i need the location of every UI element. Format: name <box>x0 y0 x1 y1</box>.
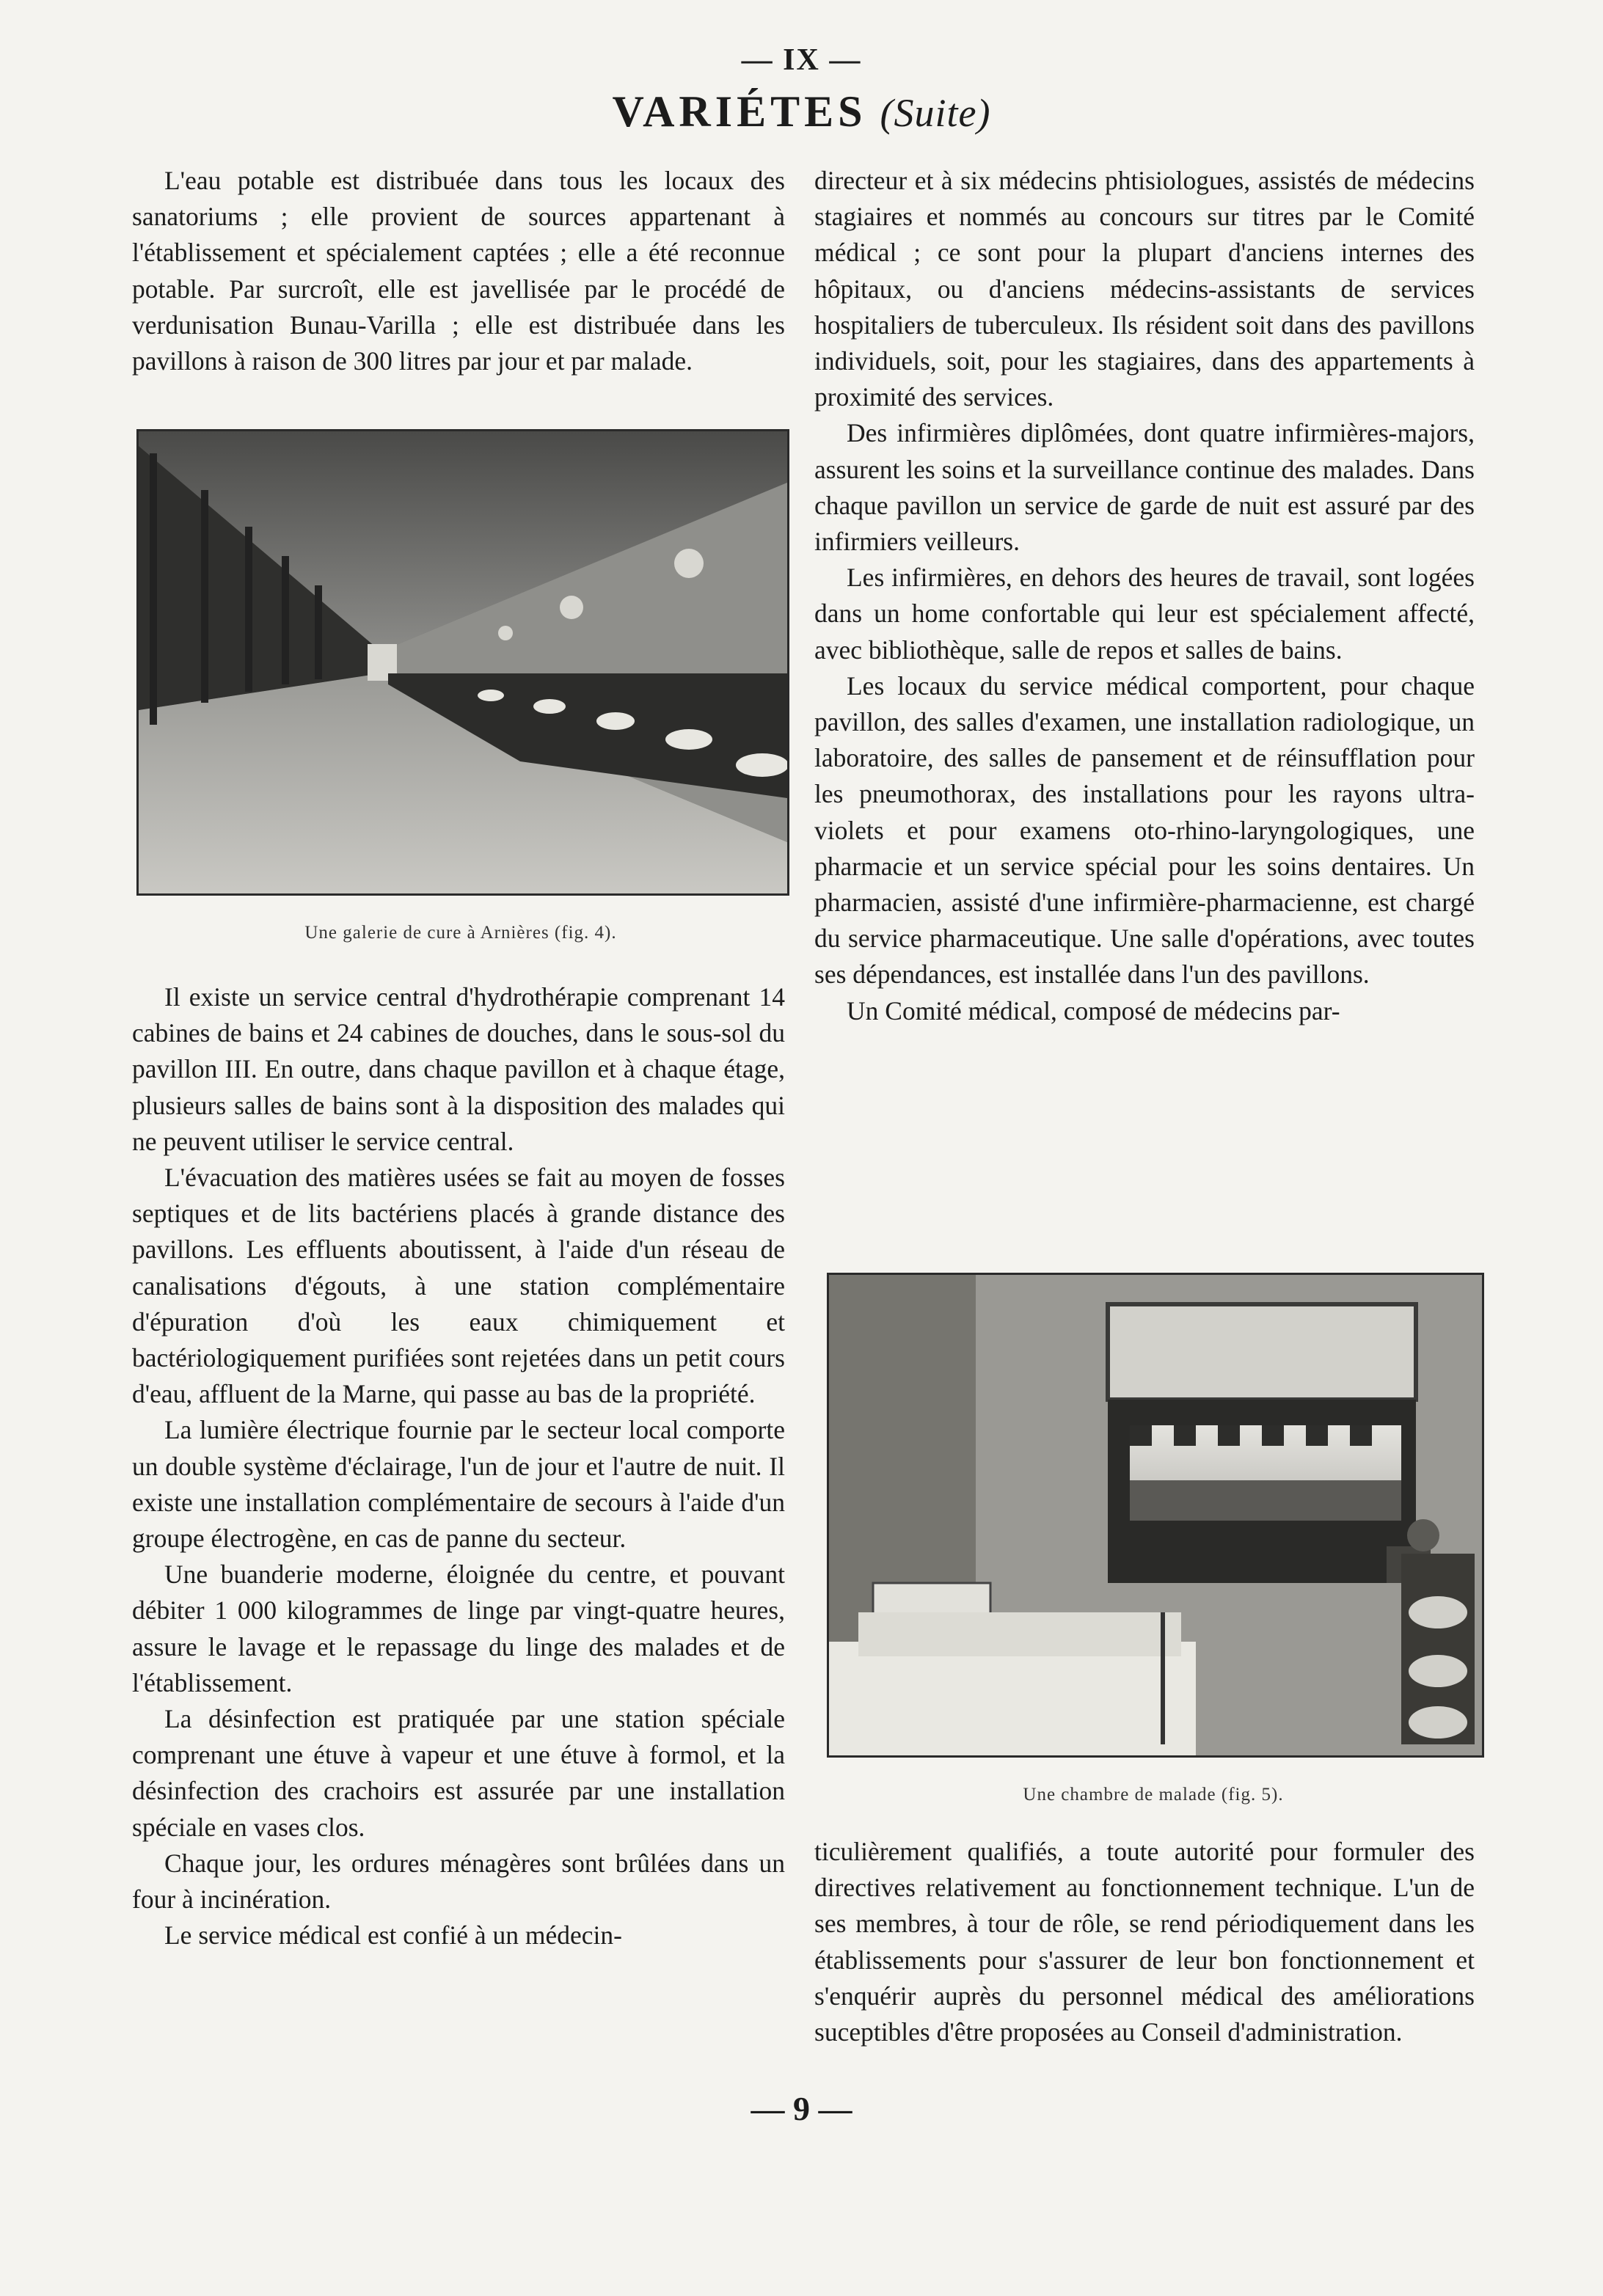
paragraph: L'évacuation des matières usées se fait au moyen de fosses septiques et de lits bactériens placés à grande distance des pavillons. Les effluents aboutissent, à l'aide d'un réseau de canalisations d'égouts, à une station complémentaire d'épuration d'où les eaux chimiquement et bactériologiquement purifiées sont rejetées dans un petit cours d'eau, affluent de la Marne, qui passe au bas de la propriété. <box>132 1163 785 1409</box>
paragraph: L'eau potable est distribuée dans tous les locaux des sanatoriums ; elle provient de sources appartenant à l'établissement et spécialement captées ; elle a été reconnue potable. Par surcroît, elle est javellisée par le procédé de verdunisation Bunau-Varilla ; elle est distribuée dans les pavillons à raison de 300 litres par jour et par malade. <box>132 166 785 376</box>
paragraph: directeur et à six médecins phtisiologues, assistés de médecins stagiaires et nommés au concours sur titres par le Comité médical ; ce sont pour la plupart d'anciens internes des hôpitaux, ou d'anciens médecins-assistants de services hospitaliers de tuberculeux. Ils résident soit dans des pavillons individuels, soit, pour les stagiaires, dans des appartements à proximité des services. <box>814 166 1475 412</box>
paragraph: Chaque jour, les ordures ménagères sont brûlées dans un four à incinération. <box>132 1848 785 1915</box>
paragraph: Il existe un service central d'hydrothérapie comprenant 14 cabines de bains et 24 cabines de douches, dans le sous-sol du pavillon III. En outre, dans chaque pavillon et à chaque étage, plusieurs salles de bains sont à la disposition des malades qui ne peuvent utiliser le service central. <box>132 982 785 1156</box>
room-illustration <box>829 1275 1482 1755</box>
paragraph: Un Comité médical, composé de médecins par- <box>847 995 1340 1025</box>
page-number: — 9 — <box>751 2090 852 2127</box>
left-column-top <box>132 163 785 379</box>
right-column-bottom <box>814 1834 1475 2050</box>
paragraph: Les locaux du service médical comportent, pour chaque pavillon, des salles d'examen, une installation radiologique, un laboratoire, des salles de pansement et de réinsufflation pour les pneumothorax, des installations pour les rayons ultra-violets et pour examens oto-rhino-laryngologiques, une pharmacie et un service spécial pour les soins dentaires. Un pharmacien, assisté d'une infirmière-pharmacienne, est chargé du service pharmaceutique. Une salle d'opérations, avec toutes ses dépendances, est installée dans l'un des pavillons. <box>814 670 1475 990</box>
paragraph: Le service médical est confié à un médecin- <box>164 1920 622 1950</box>
figure-caption: Une galerie de cure à Arnières (fig. 4). <box>304 923 617 943</box>
figure-gallery-photo <box>136 429 789 896</box>
paragraph: Une buanderie moderne, éloignée du centre, et pouvant débiter 1 000 kilogrammes de linge par vingt-quatre heures, assure le lavage et le repassage du linge des malades et de l'établissement. <box>132 1560 785 1697</box>
paragraph: ticulièrement qualifiés, a toute autorité pour formuler des directives relativement au fonctionnement technique. L'un de ses membres, à tour de rôle, se rend périodiquement dans les établissements pour s'assurer de leur bon fonctionnement et s'enquérir auprès du personnel médical des améliorations suceptibles d'être proposées au Conseil d'administration. <box>814 1837 1475 2047</box>
figure-room-photo <box>827 1273 1484 1758</box>
paragraph: La désinfection est pratiquée par une station spéciale comprenant une étuve à vapeur et une étuve à formol, et la désinfection des crachoirs est assurée par une installation spéciale en vases clos. <box>132 1704 785 1842</box>
paragraph: La lumière électrique fournie par le secteur local comporte un double système d'éclairage, l'un de jour et l'autre de nuit. Il existe une installation complémentaire de secours à l'aide d'un groupe électrogène, en cas de panne du secteur. <box>132 1415 785 1554</box>
title-main: VARIÉTES <box>612 87 867 136</box>
page-title <box>0 87 1603 137</box>
title-suffix: (Suite) <box>880 91 991 135</box>
paragraph: Des infirmières diplômées, dont quatre infirmières-majors, assurent les soins et la surveillance continue des malades. Dans chaque pavillon un service de garde de nuit est assuré par des infirmiers veilleurs. <box>814 418 1475 557</box>
paragraph: Les infirmières, en dehors des heures de travail, sont logées dans un home confortable qui leur est spécialement affecté, avec bibliothèque, salle de repos et salles de bains. <box>814 563 1475 665</box>
right-column-top <box>814 163 1475 1029</box>
page-roman-number: — IX — <box>741 43 862 77</box>
gallery-illustration <box>139 431 787 893</box>
left-column-bottom <box>132 979 785 1953</box>
figure-caption: Une chambre de malade (fig. 5). <box>1023 1785 1284 1805</box>
